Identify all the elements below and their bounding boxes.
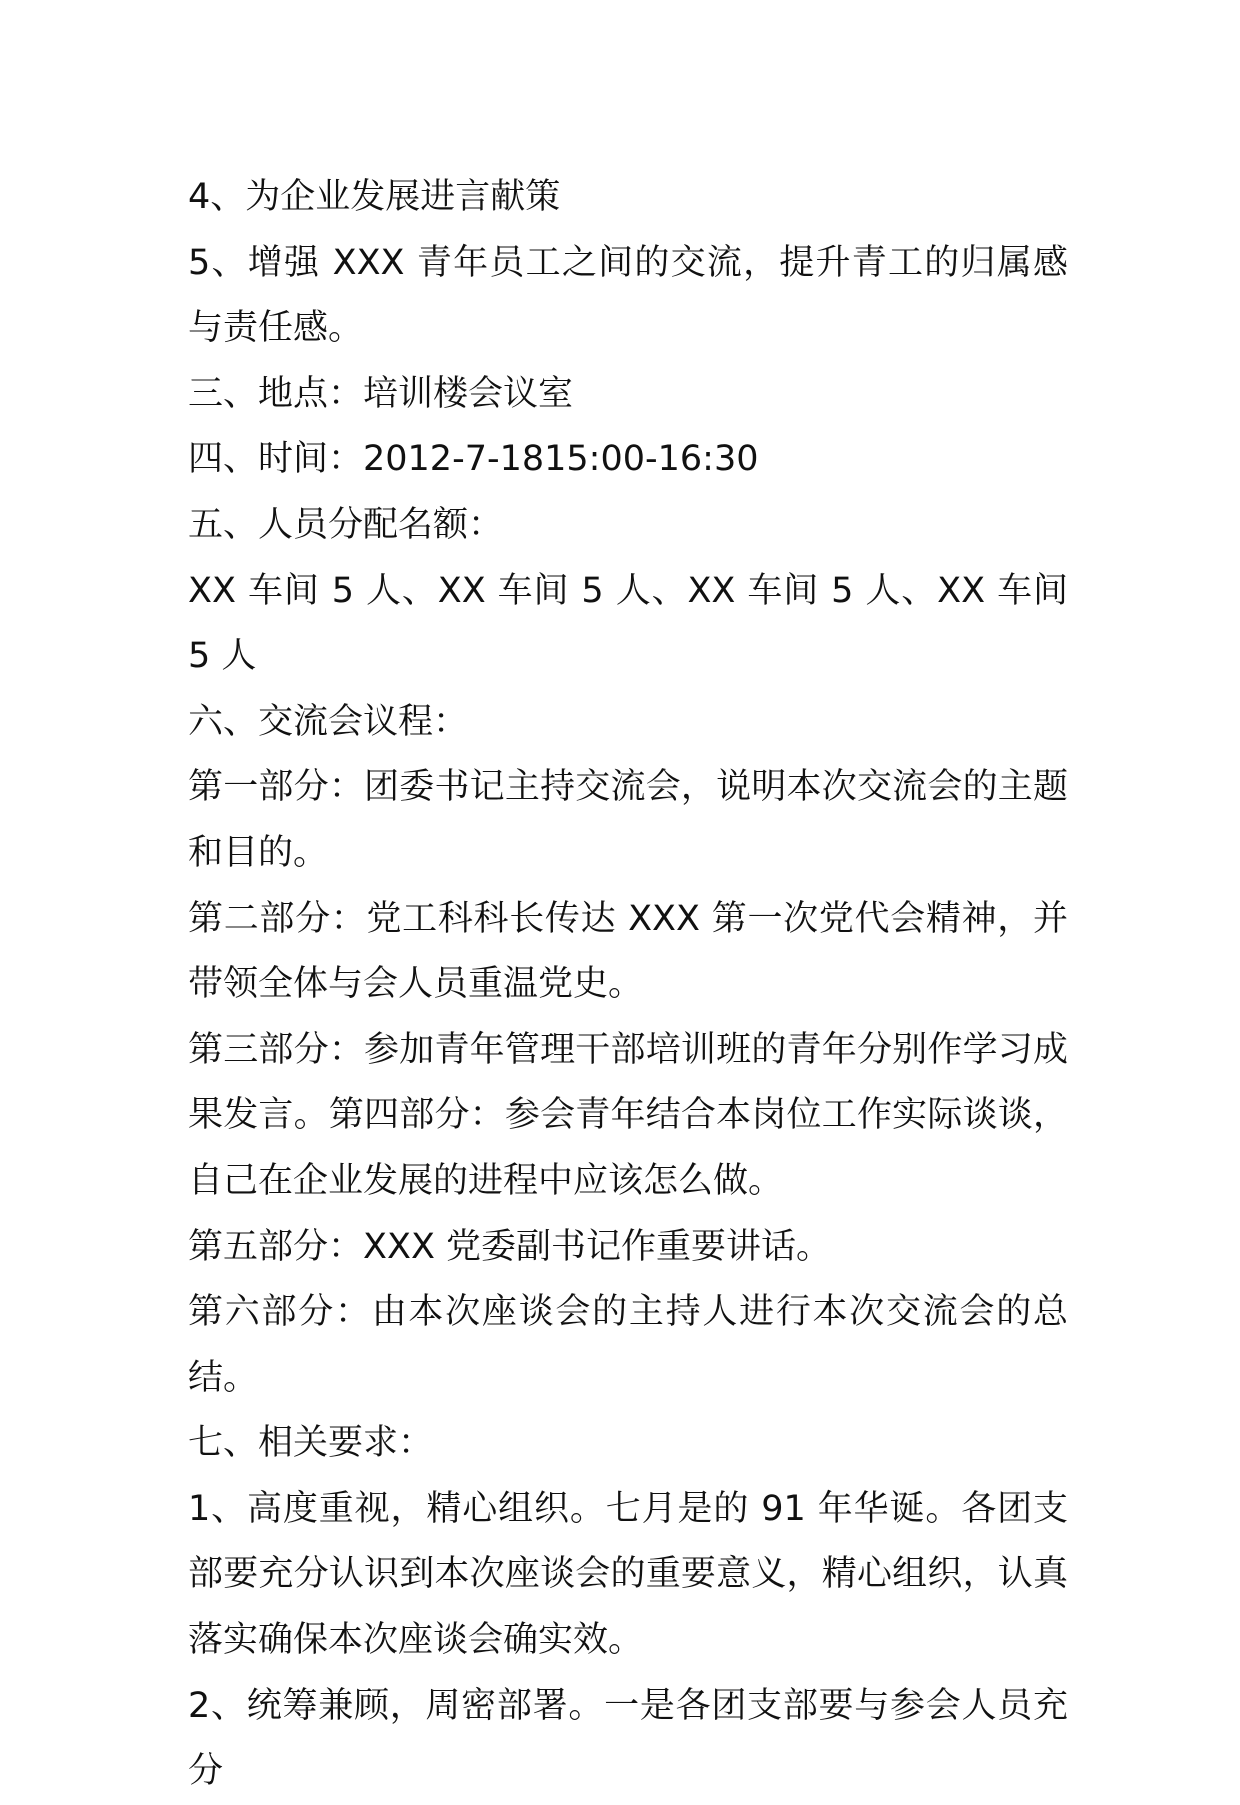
agenda-part-1: 第一部分：团委书记主持交流会，说明本次交流会的主题和目的。 xyxy=(188,767,1068,873)
section-quota-heading: 五、人员分配名额： xyxy=(188,504,504,545)
paragraph-item-5: 5、增强 XXX 青年员工之间的交流，提升青工的归属感与责任感。 xyxy=(188,242,1068,349)
document-body xyxy=(188,165,1068,1805)
requirement-2: 2、统筹兼顾，周密部署。一是各团支部要与参会人员充分 xyxy=(188,1685,1068,1792)
section-time: 四、时间：2012-7-1815:00-16:30 xyxy=(188,439,759,480)
quota-list: XX 车间 5 人、XX 车间 5 人、XX 车间 5 人、XX 车间 5 人 xyxy=(188,570,1068,677)
agenda-part-6: 第六部分：由本次座谈会的主持人进行本次交流会的总结。 xyxy=(188,1292,1068,1398)
agenda-part-2: 第二部分：党工科科长传达 XXX 第一次党代会精神，并带领全体与会人员重温党史。 xyxy=(188,898,1068,1005)
section-agenda-heading: 六、交流会议程： xyxy=(188,701,469,742)
section-location: 三、地点：培训楼会议室 xyxy=(188,373,574,414)
requirement-1: 1、高度重视，精心组织。七月是的 91 年华诞。各团支部要充分认识到本次座谈会的重要意义，精心组织，认真落实确保本次座谈会确实效。 xyxy=(188,1488,1068,1661)
agenda-part-5: 第五部分：XXX 党委副书记作重要讲话。 xyxy=(188,1226,832,1267)
paragraph-item-4: 4、为企业发展进言献策 xyxy=(188,177,561,217)
section-requirements-heading: 七、相关要求： xyxy=(188,1423,434,1464)
agenda-part-3-4: 第三部分：参加青年管理干部培训班的青年分别作学习成果发言。第四部分：参会青年结合本岗位工作实际谈谈，自己在企业发展的进程中应该怎么做。 xyxy=(188,1029,1068,1201)
